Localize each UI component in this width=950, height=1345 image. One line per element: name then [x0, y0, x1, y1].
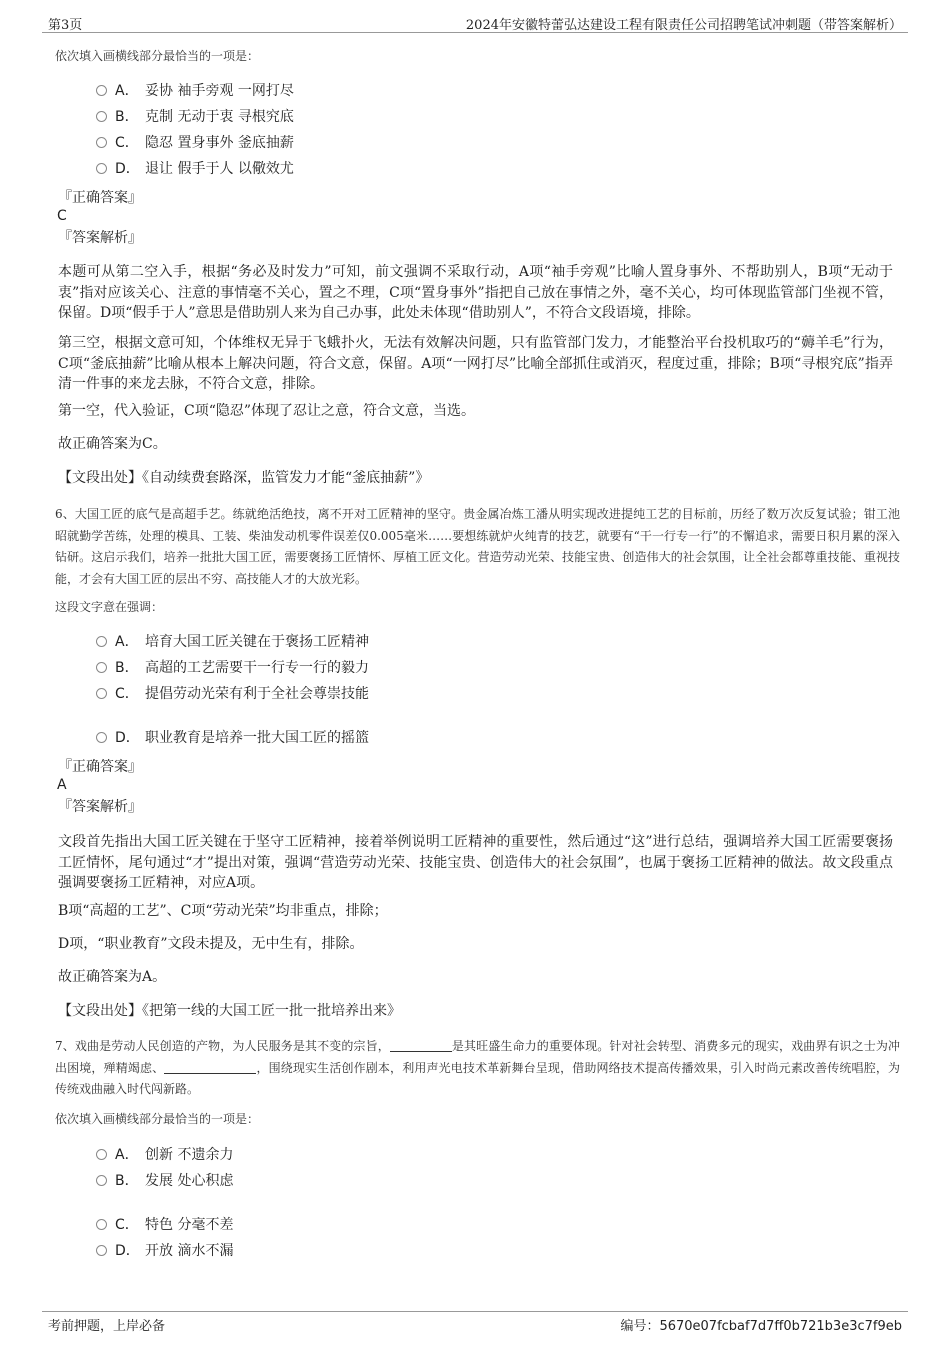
document-title: 2024年安徽特蕾弘达建设工程有限责任公司招聘笔试冲刺题（带答案解析）	[465, 18, 902, 33]
q6-option-c[interactable]: C． 提倡劳动光荣有利于全社会尊崇技能	[96, 683, 369, 705]
q6-answer: A	[57, 777, 67, 793]
q7-prompt: 依次填入画横线部分最恰当的一项是：	[55, 1112, 260, 1126]
q6-prompt: 这段文字意在强调：	[55, 600, 164, 614]
radio-icon[interactable]	[96, 688, 107, 699]
page-number: 第3页	[48, 18, 83, 33]
q7-option-a[interactable]: A． 创新 不遗余力	[96, 1144, 233, 1166]
q5-answer: C	[57, 208, 67, 224]
document-code: 编号：5670e07fcbaf7d7ff0b721b3e3c7f9eb	[620, 1319, 902, 1334]
radio-icon[interactable]	[96, 1149, 107, 1160]
radio-icon[interactable]	[96, 1245, 107, 1256]
page-header	[42, 12, 908, 33]
q6-analysis-label: 『答案解析』	[58, 799, 142, 815]
q5-analysis-p2: 第三空，根据文意可知，个体维权无异于飞蛾扑火，无法有效解决问题，只有监管部门发力，才能整治平台投机取巧的“薅羊毛”行为，C项“釜底抽薪”比喻从根本上解决问题，符合文意，保留。A项“一网打尽”比喻全部抓住或消灭，程度过重，排除；B项“寻根究底”指弄清一件事的来龙去脉，不符合文意，排除。	[58, 335, 893, 392]
q5-analysis-p4: 故正确答案为C。	[58, 436, 167, 452]
q6-analysis-p3: D项，“职业教育”文段未提及，无中生有，排除。	[58, 936, 364, 952]
q5-source: 【文段出处】《自动续费套路深，监管发力才能“釜底抽薪”》	[58, 470, 430, 486]
q6-stem: 6、大国工匠的底气是高超手艺。练就绝活绝技，离不开对工匠精神的坚守。贵金属冶炼工潘从明实现改进提纯工艺的目标前，历经了数万次反复试验；钳工池昭就勤学苦练，处理的模具、工装、柴油发动机零件误差仅0.005毫米……要想练就炉火纯青的技艺，就要有“干一行专一行”的不懈追求，需要日积月累的深入钻研。这启示我们，培养一批批大国工匠，需要褒扬工匠情怀、厚植工匠文化。营造劳动光荣、技能宝贵、创造伟大的社会氛围，让全社会都尊重技能、重视技能，才会有大国工匠的层出不穷、高技能人才的大放光彩。	[55, 507, 900, 586]
q6-analysis-p4: 故正确答案为A。	[58, 969, 167, 985]
page-footer	[42, 1311, 908, 1334]
q5-option-c[interactable]: C． 隐忍 置身事外 釜底抽薪	[96, 132, 294, 154]
q6-source: 【文段出处】《把第一线的大国工匠一批一批培养出来》	[58, 1003, 401, 1019]
radio-icon[interactable]	[96, 163, 107, 174]
footer-slogan: 考前押题，上岸必备	[48, 1319, 166, 1334]
q6-option-d[interactable]: D． 职业教育是培养一批大国工匠的摇篮	[96, 727, 369, 749]
q5-analysis-p3: 第一空，代入验证，C项“隐忍”体现了忍让之意，符合文意，当选。	[58, 403, 476, 419]
q6-analysis-p2: B项“高超的工艺”、C项“劳动光荣”均非重点，排除；	[58, 903, 388, 919]
radio-icon[interactable]	[96, 137, 107, 148]
q6-analysis-p1: 文段首先指出大国工匠关键在于坚守工匠精神，接着举例说明工匠精神的重要性，然后通过“这”进行总结，强调培养大国工匠需要褒扬工匠情怀，尾句通过“才”提出对策，强调“营造劳动光荣、技能宝贵、创造伟大的社会氛围”，也属于褒扬工匠精神的做法。故文段重点强调要褒扬工匠精神，对应A项。	[58, 834, 893, 891]
q5-answer-label: 『正确答案』	[58, 190, 142, 206]
radio-icon[interactable]	[96, 85, 107, 96]
radio-icon[interactable]	[96, 732, 107, 743]
q7-option-c[interactable]: C． 特色 分毫不差	[96, 1214, 233, 1236]
q6-answer-label: 『正确答案』	[58, 759, 142, 775]
q5-analysis-p1: 本题可从第二空入手，根据“务必及时发力”可知，前文强调不采取行动，A项“袖手旁观”比喻人置身事外、不帮助别人，B项“无动于衷”指对应该关心、注意的事情毫不关心，置之不理，C项“置身事外”指把自己放在事情之外，毫不关心，均可体现监管部门坐视不管，保留。D项“假手于人”意思是借助别人来为自己办事，此处未体现“借助别人”，不符合文段语境，排除。	[58, 264, 893, 321]
q6-option-a[interactable]: A． 培育大国工匠关键在于褒扬工匠精神	[96, 631, 369, 653]
q7-stem: 7、戏曲是劳动人民创造的产物，为人民服务是其不变的宗旨， 是其旺盛生命力的重要体现。针对社会转型、消费多元的现实，戏曲界有识之士为冲出困境，殚精竭虑、 ，围绕现实生活创作剧本，利用声光电技术革新舞台呈现，借助网络技术提高传播效果，引入时尚元素改善传统唱腔，为传统戏曲融入时代闯新路。	[55, 1039, 900, 1096]
q5-option-b[interactable]: B． 克制 无动于衷 寻根究底	[96, 106, 294, 128]
q5-prompt: 依次填入画横线部分最恰当的一项是：	[55, 49, 260, 63]
radio-icon[interactable]	[96, 1219, 107, 1230]
q5-analysis-label: 『答案解析』	[58, 230, 142, 246]
fill-blank-2[interactable]	[164, 1060, 256, 1074]
q5-option-a[interactable]: A． 妥协 袖手旁观 一网打尽	[96, 80, 294, 102]
radio-icon[interactable]	[96, 111, 107, 122]
q5-option-d[interactable]: D． 退让 假手于人 以儆效尤	[96, 158, 294, 180]
q7-option-b[interactable]: B． 发展 处心积虑	[96, 1170, 233, 1192]
q6-option-b[interactable]: B． 高超的工艺需要干一行专一行的毅力	[96, 657, 369, 679]
fill-blank-1[interactable]	[390, 1038, 452, 1052]
q7-option-d[interactable]: D． 开放 滴水不漏	[96, 1240, 233, 1262]
radio-icon[interactable]	[96, 636, 107, 647]
radio-icon[interactable]	[96, 662, 107, 673]
radio-icon[interactable]	[96, 1175, 107, 1186]
